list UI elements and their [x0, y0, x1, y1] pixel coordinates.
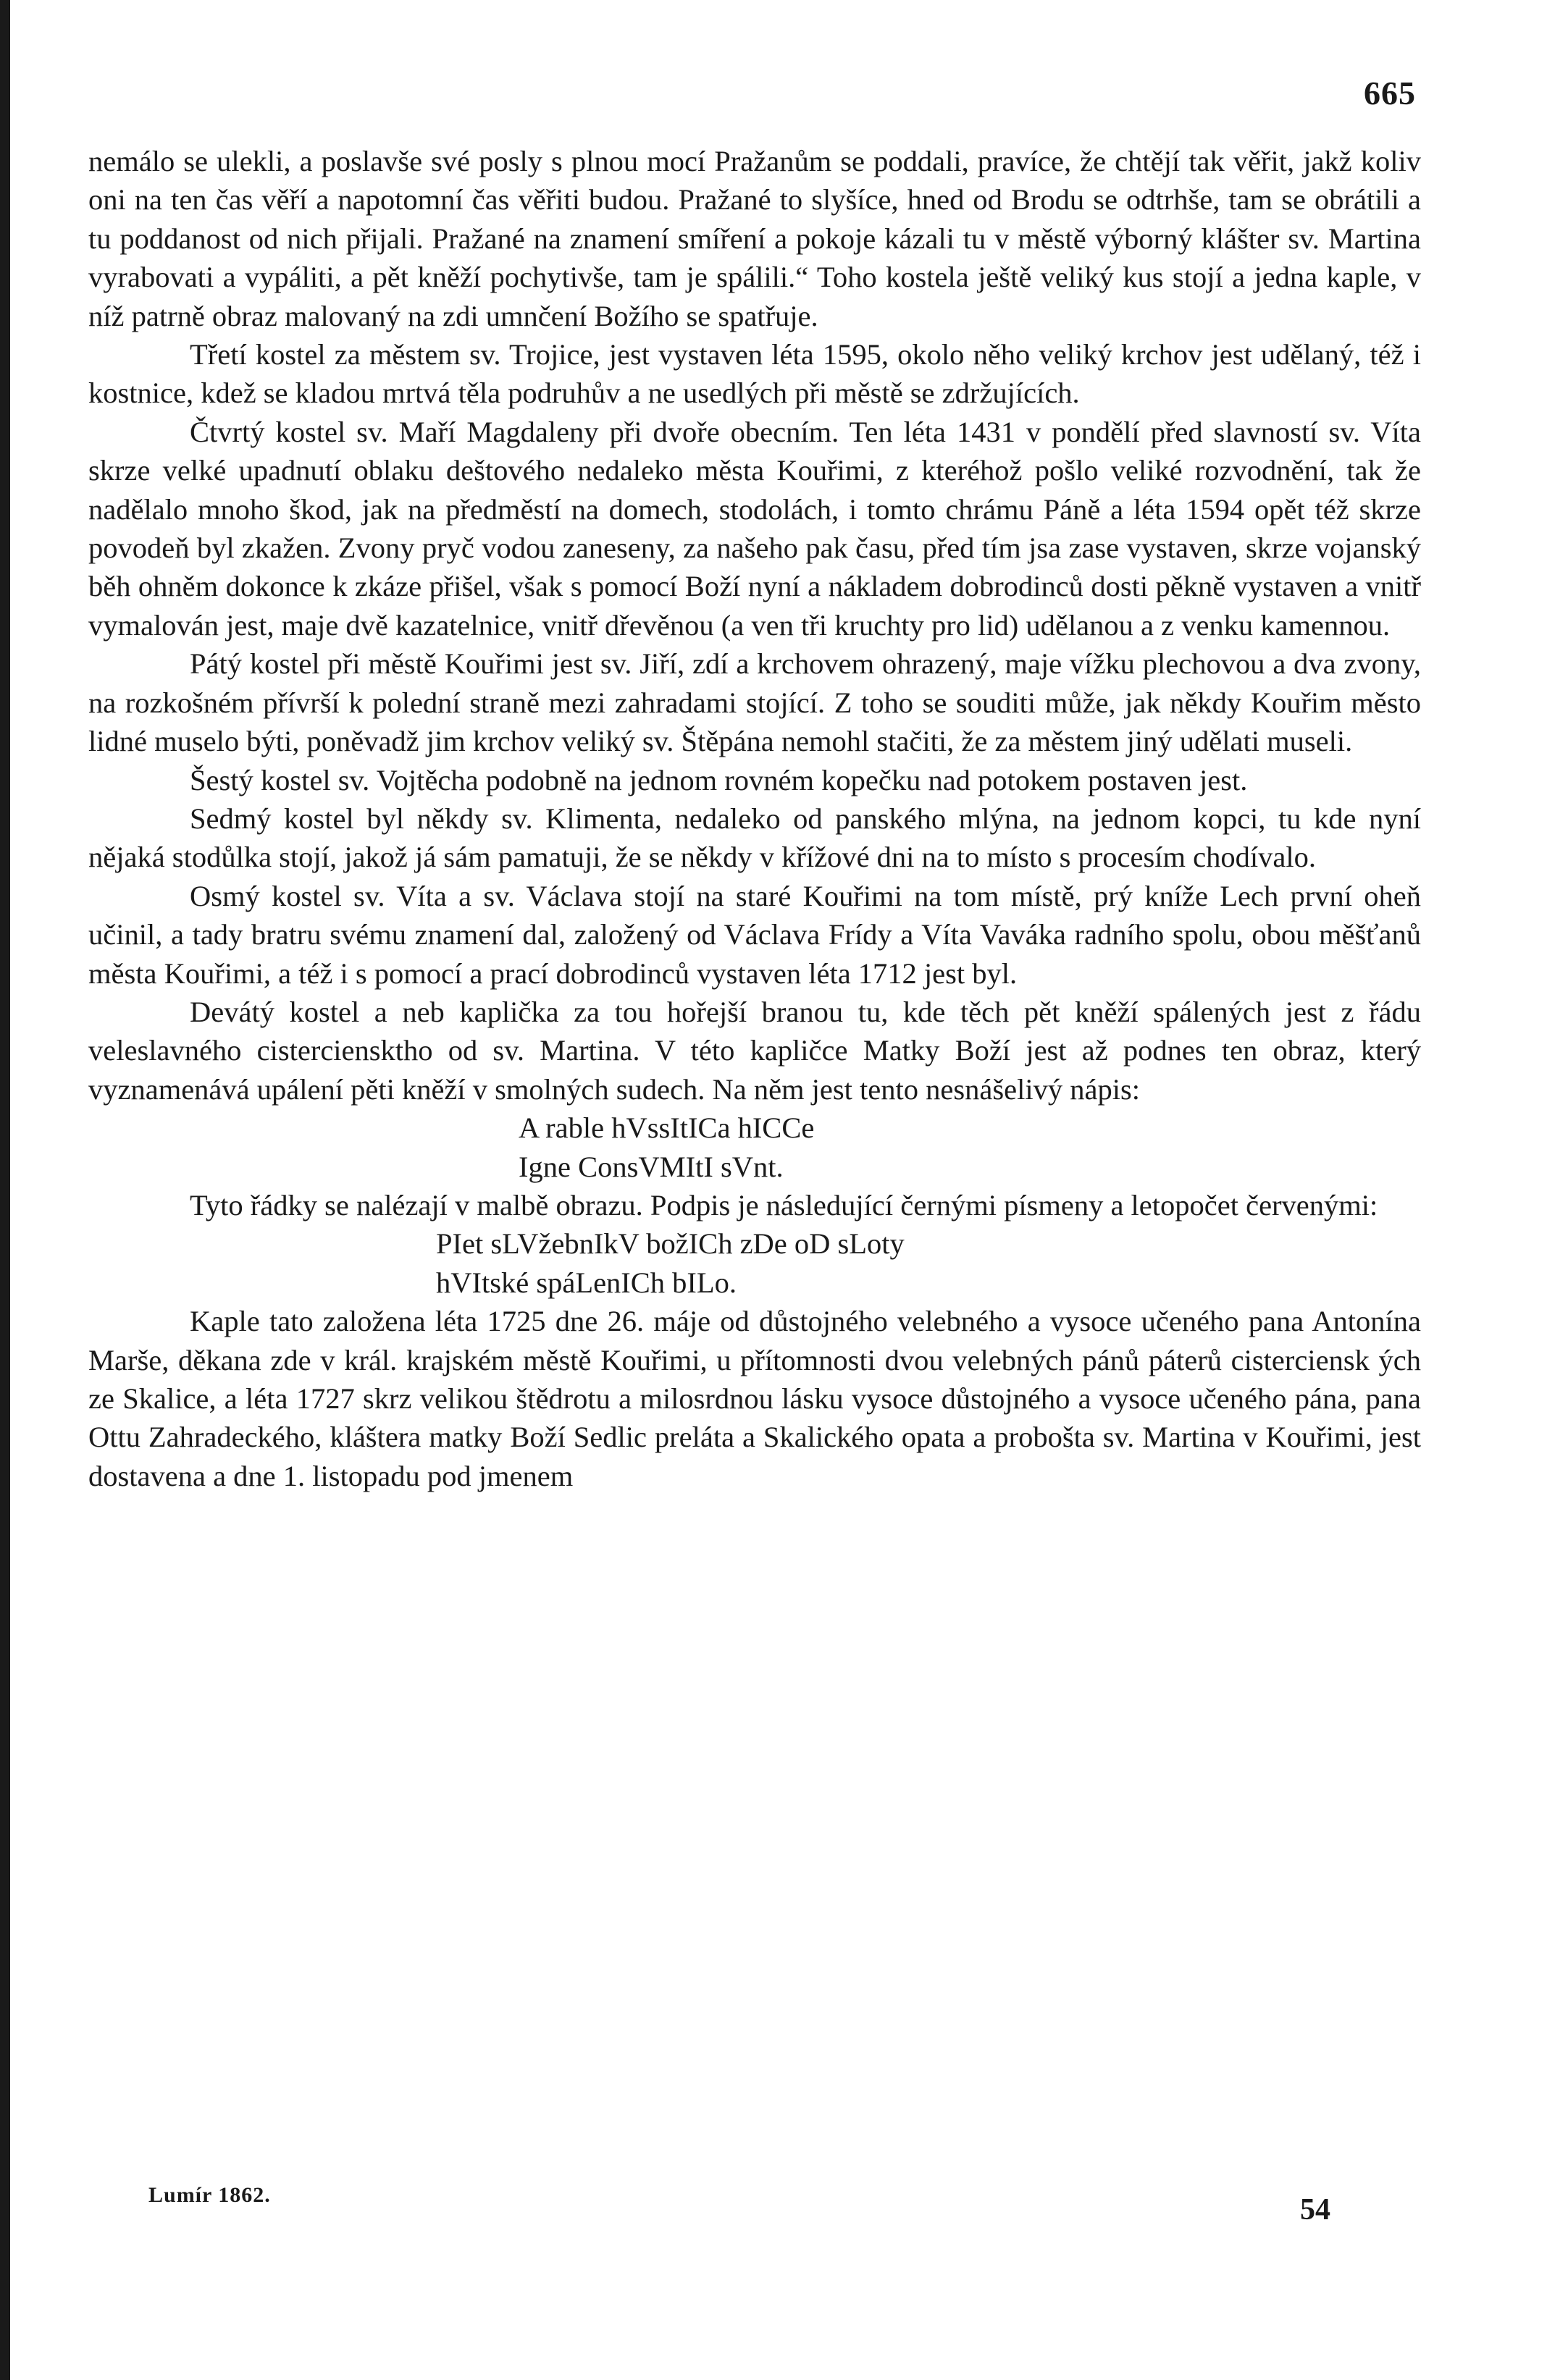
paragraph-10: Kaple tato založena léta 1725 dne 26. máje od důstojného velebného a vysoce učeného pana Antonína Marše, děkana zde v král. krajském městě Kouřimi, u přítomnosti dvou velebných pánů páterů cisterciensk ých ze Skalice, a léta 1727 skrz velikou štědrotu a milosrdnou lásku vysoce důstojného a vysoce učeného pána, pana Ottu Zahradeckého, kláštera matky Boží Sedlic preláta a Skalického opata a probošta sv. Martina v Kouřimi, jest dostavena a dne 1. listopadu pod jmenem: [88, 1305, 1421, 1492]
journal-footer: Lumír 1862.: [148, 2183, 271, 2207]
signature-mark: 54: [1300, 2193, 1330, 2226]
signature-inscription-line-1: PIet sLVžebnIkV božICh zDe oD sLoty: [436, 1227, 905, 1261]
paragraph-5: Šestý kostel sv. Vojtěcha podobně na jednom rovném kopečku nad potokem postaven jest.: [190, 763, 1248, 796]
paragraph-8: Devátý kostel a neb kaplička za tou hořejší branou tu, kde těch pět kněží spálených jest z řádu veleslavného cisterciensktho od sv. Martina. V této kapličce Matky Boží jest až podnes ten obraz, který vyznamenává upálení pěti kněží v smolných sudech. Na něm jest tento nesnášelivý nápis:: [88, 995, 1421, 1106]
inscription-line-1: A rable hVssItICa hICCe: [519, 1111, 815, 1145]
paragraph-9: Tyto řádky se nalézají v malbě obrazu. Podpis je následující černými písmeny a letopočet červenými:: [190, 1188, 1378, 1221]
signature-inscription-line-2: hVItské spáLenICh bILo.: [436, 1266, 737, 1299]
paragraph-7: Osmý kostel sv. Víta a sv. Václava stojí na staré Kouřimi na tom místě, prý kníže Lech první oheň učinil, a tady bratru svému znamení dal, založený od Václava Frídy a Víta Vaváka radního spolu, obou měšťanů města Kouřimi, a též i s pomocí a prací dobrodinců vystaven léta 1712 jest byl.: [88, 879, 1421, 990]
page-number: 665: [1364, 75, 1416, 112]
paragraph-4: Pátý kostel při městě Kouřimi jest sv. Jiří, zdí a krchovem ohrazený, maje vížku plechovou a dva zvony, na rozkošném přívrší k polední straně mezi zahradami stojící. Z toho se souditi může, jak někdy Kouřim město lidné muselo býti, poněvadž jim krchov veliký sv. Štěpána nemohl stačiti, že za městem jiný udělati museli.: [88, 647, 1421, 758]
paragraph-6: Sedmý kostel byl někdy sv. Klimenta, nedaleko od panského mlýna, na jednom kopci, tu kde nyní nějaká stodůlka stojí, jakož já sám pamatuji, že se někdy v křížové dni na to místo s procesím chodívalo.: [88, 802, 1421, 874]
paragraph-3: Čtvrtý kostel sv. Maří Magdaleny při dvoře obecním. Ten léta 1431 v pondělí před slavností sv. Víta skrze velké upadnutí oblaku deštového nedaleko města Kouřimi, z kteréhož pošlo veliké rozvodnění, tak že nadělalo mnoho škod, jak na předměstí na domech, stodolách, i tomto chrámu Páně a léta 1594 opět též skrze povodeň byl zkažen. Zvony pryč vodou zaneseny, za našeho pak času, před tím jsa zase vystaven, skrze vojanský běh ohněm dokonce k zkáze přišel, však s pomocí Boží nyní a nákladem dobrodinců dosti pěkně vystaven a vnitř vymalován jest, maje dvě kazatelnice, vnitř dřevěnou (a ven tři kruchty pro lid) udělanou a z venku kamennou.: [88, 415, 1421, 642]
paragraph-2: Třetí kostel za městem sv. Trojice, jest vystaven léta 1595, okolo něho veliký krchov jest udělaný, též i kostnice, kdež se kladou mrtvá těla podruhův a ne usedlých při městě se zdržujících.: [88, 338, 1421, 410]
article-body: [88, 142, 1421, 1495]
paragraph-1: nemálo se ulekli, a poslavše své posly s plnou mocí Pražanům se poddali, pravíce, že chtějí tak věřit, jakž koliv oni na ten čas věří a napotomní čas věřiti budou. Pražané to slyšíce, hned od Brodu se odtrhše, tam se obrátili a tu poddanost od nich přijali. Pražané na znamení smíření a pokoje kázali tu v městě výborný klášter sv. Martina vyrabovati a vypáliti, a pět kněží pochytivše, tam je spálili.“ Toho kostela ještě veliký kus stojí a jedna kaple, v níž patrně obraz malovaný na zdi umnčení Božího se spatřuje.: [88, 145, 1421, 332]
inscription-line-2: Igne ConsVMItI sVnt.: [519, 1150, 784, 1183]
page-left-edge: [0, 0, 10, 2380]
